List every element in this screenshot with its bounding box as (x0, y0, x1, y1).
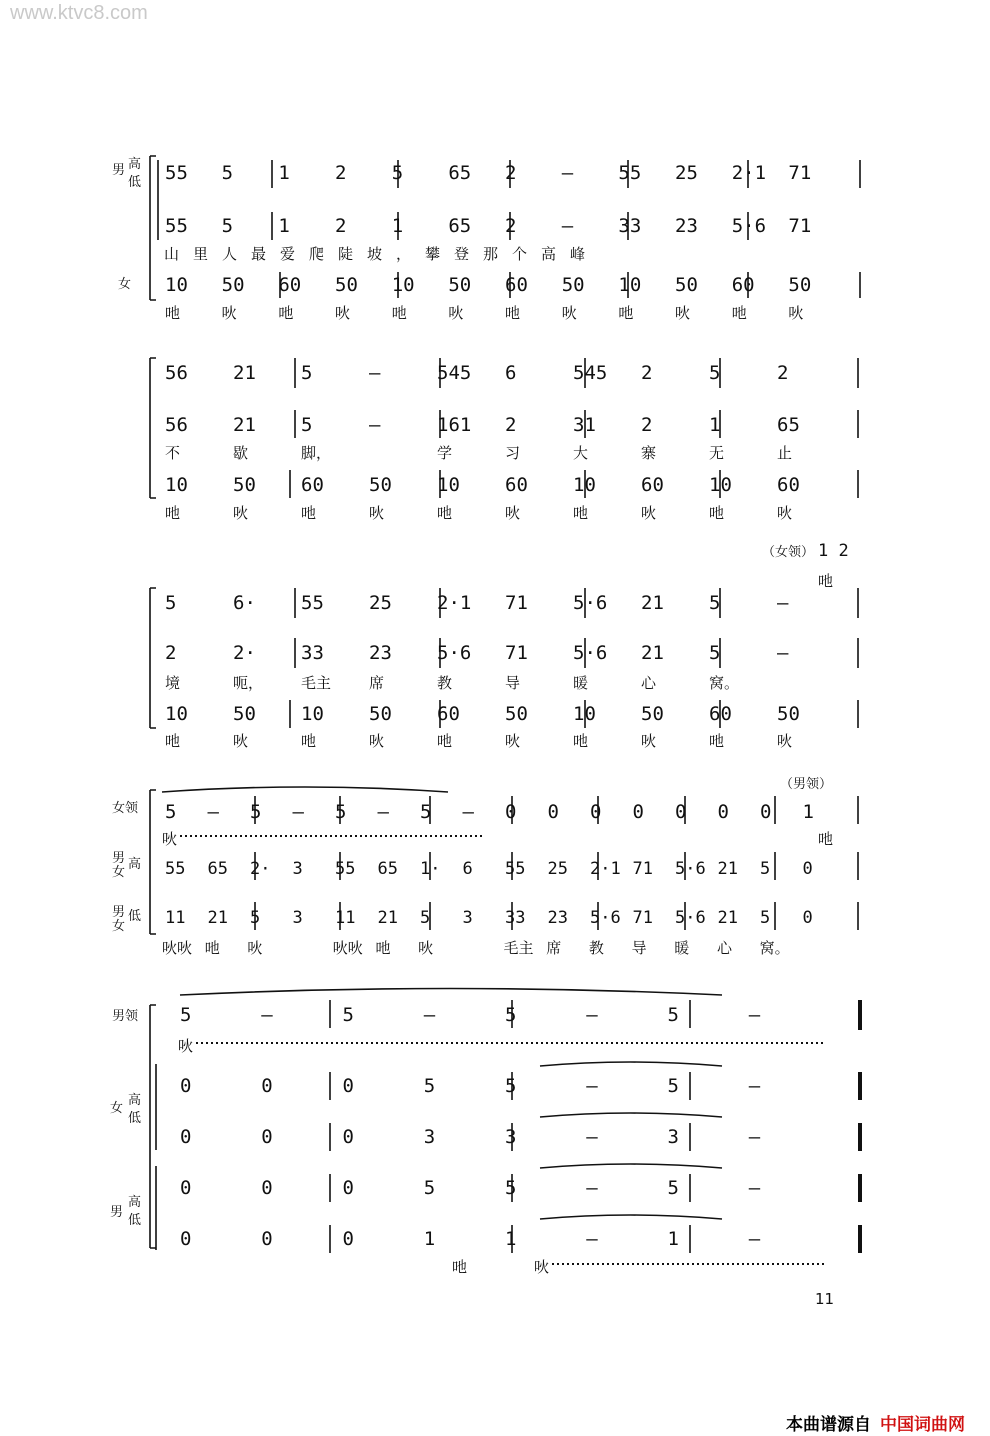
note: 0 (632, 801, 644, 823)
note: 5 (342, 1004, 354, 1026)
lyric: 吔 (301, 504, 317, 522)
note: 33 (301, 642, 324, 664)
note: 71 (788, 215, 812, 237)
note: 10 (709, 474, 732, 496)
note: 545 (437, 362, 472, 384)
note: 5 (505, 1075, 517, 1097)
note: 5 (250, 801, 262, 823)
staff-bracket (150, 156, 156, 300)
note: 5·6 (437, 642, 472, 664)
cue-lyric: 吔 (818, 572, 834, 590)
note: 10 (573, 703, 596, 725)
note: — (586, 1228, 598, 1250)
lyric: 吙 (777, 732, 793, 750)
page-number: 11 (815, 1290, 835, 1308)
note: 11 (335, 908, 356, 928)
note: 0 (717, 801, 729, 823)
note: — (586, 1126, 598, 1148)
note: 5 (667, 1004, 679, 1026)
lyric: 吙 (777, 504, 793, 522)
note: 2 (777, 362, 789, 384)
note: 1 (278, 162, 290, 184)
lyric: 心 (641, 674, 657, 692)
note: 23 (675, 215, 698, 237)
lyric: 大 (573, 444, 589, 462)
note: 21 (717, 859, 738, 879)
note: 5·6 (573, 642, 608, 664)
note: 1· (420, 859, 441, 879)
note: 65 (777, 414, 800, 436)
note: 55 (165, 215, 188, 237)
note: 2·1 (437, 592, 472, 614)
note: 3 (505, 1126, 517, 1148)
note: 0 (342, 1075, 354, 1097)
lyric-lead: 吙 (162, 830, 178, 848)
tie-arc (162, 787, 448, 792)
lyric: 寨 (641, 444, 657, 462)
voice-label-low: 低 (128, 909, 142, 924)
lyric: 止 (777, 444, 793, 462)
lyric: 吙 (369, 732, 385, 750)
note: 5·6 (573, 592, 608, 614)
note: 71 (505, 592, 528, 614)
lyric: 心 (716, 939, 732, 957)
note: 1 (802, 801, 814, 823)
note: — (561, 215, 574, 237)
note: 0 (261, 1228, 273, 1250)
cue-label-male-lead: （男领） (780, 777, 833, 792)
note: 50 (641, 703, 664, 725)
note: 5 (667, 1177, 679, 1199)
note: 0 (261, 1075, 273, 1097)
note: 6· (233, 592, 256, 614)
note: 1 (709, 414, 721, 436)
note: 25 (547, 859, 568, 879)
note: — (586, 1075, 598, 1097)
note: 50 (233, 474, 256, 496)
note: 5 (391, 162, 404, 184)
note: 0 (802, 859, 813, 879)
note: 5 (423, 1075, 436, 1097)
lyric: 吙 (641, 504, 657, 522)
note: 0 (547, 801, 559, 823)
lyric: 吙 (233, 504, 249, 522)
staff-bracket (150, 588, 156, 728)
note: 2 (641, 362, 653, 384)
note: 21 (207, 908, 228, 928)
note: 3 (423, 1126, 436, 1148)
lyric: 窝。 (709, 674, 740, 692)
voice-label-mf: 男 女 (112, 851, 126, 880)
note: 5 (423, 1177, 436, 1199)
note: 2· (250, 859, 271, 879)
note: 6 (505, 362, 517, 384)
lyric: 吙 (335, 304, 351, 322)
lyric-line: 山里人最爱爬陡坡，攀登那个高峰 (164, 245, 600, 263)
barlines (272, 160, 860, 298)
note: 60 (437, 703, 460, 725)
lyric: 吙 (505, 732, 521, 750)
lyric: 吙 (641, 732, 657, 750)
note: — (369, 414, 381, 436)
note: 60 (301, 474, 324, 496)
note: 0 (342, 1228, 354, 1250)
note: 5·6 (590, 908, 621, 928)
lyric: 吔 (505, 304, 521, 322)
note: 71 (788, 162, 812, 184)
lyric-lead-end: 吔 (818, 830, 834, 848)
note: 23 (547, 908, 568, 928)
note: 65 (448, 215, 472, 237)
lyric: 导 (505, 674, 521, 692)
note: — (777, 642, 789, 664)
note: 0 (180, 1177, 192, 1199)
tie-arc (540, 1215, 722, 1219)
note: 0 (261, 1177, 273, 1199)
note: — (369, 362, 381, 384)
lyric: 吔 (391, 304, 407, 322)
note: 21 (233, 414, 256, 436)
note: 161 (437, 414, 472, 436)
note: 50 (505, 703, 528, 725)
note: 2·1 (731, 162, 767, 184)
lyric: 吔 (618, 304, 634, 322)
note: 50 (561, 274, 585, 296)
note: 5 (180, 1004, 192, 1026)
lyric: 导 (631, 939, 647, 957)
note: 0 (180, 1228, 192, 1250)
voice-label-high: 高 (128, 1093, 142, 1108)
note: 5 (667, 1075, 679, 1097)
note: 0 (342, 1177, 354, 1199)
lyric-lead: 吙 (178, 1037, 194, 1055)
note: 10 (573, 474, 596, 496)
note: 5 (221, 162, 234, 184)
note: 21 (233, 362, 256, 384)
lyric: 暖 (674, 939, 690, 957)
note: 21 (641, 642, 664, 664)
lyric: 吙 (448, 304, 464, 322)
note: 5 (709, 642, 721, 664)
barlines (255, 796, 858, 930)
note: 10 (165, 274, 188, 296)
note: — (207, 801, 219, 823)
lyric: 席 (369, 674, 385, 692)
note: 0 (261, 1126, 273, 1148)
note: 60 (505, 474, 528, 496)
note: 5 (335, 801, 347, 823)
note: 1 (667, 1228, 679, 1250)
note: 1 (505, 1228, 517, 1250)
lyric: 吔 (165, 732, 181, 750)
tie-arc (540, 1113, 722, 1117)
lyric: 吙 (369, 504, 385, 522)
lyric: 窝。 (759, 939, 790, 957)
note: 5 (250, 908, 261, 928)
note: 6 (462, 859, 473, 879)
voice-label-male-lead: 男领 (112, 1009, 139, 1024)
lyric: 吔 (375, 939, 391, 957)
voice-label-female: 女 (110, 1101, 124, 1116)
watermark: www.ktvc8.com (10, 2, 148, 24)
note: 50 (777, 703, 800, 725)
note: 5 (165, 592, 177, 614)
note: 25 (369, 592, 392, 614)
lyric: 呃， (233, 674, 264, 692)
note: 60 (505, 274, 528, 296)
lyric: 习 (505, 444, 521, 462)
lyric: 吔 (301, 732, 317, 750)
footer-site-name: 中国词曲网 (880, 1415, 965, 1435)
lyric: 歇 (233, 444, 249, 462)
note: 5 (709, 592, 721, 614)
lyric: 吔 (278, 304, 294, 322)
note: 2 (505, 162, 517, 184)
lyric: 吔 (165, 504, 181, 522)
note: — (292, 801, 304, 823)
voice-label-mf: 男 女 (112, 905, 126, 934)
note: 0 (180, 1126, 192, 1148)
lyric: 吙 (233, 732, 249, 750)
note: 5·6 (731, 215, 767, 237)
note: 10 (301, 703, 324, 725)
note: 5 (165, 801, 177, 823)
note: 25 (675, 162, 698, 184)
note: 50 (369, 703, 392, 725)
lyric: 席 (546, 939, 562, 957)
note: 71 (632, 859, 653, 879)
note: 10 (391, 274, 415, 296)
lyric: 吙 (247, 939, 263, 957)
note: 31 (573, 414, 596, 436)
note: 2 (335, 215, 347, 237)
staff-bracket (150, 790, 156, 934)
note: 1 (391, 215, 404, 237)
lyric: 暖 (573, 674, 589, 692)
note: 55 (165, 162, 188, 184)
staff-bracket (150, 358, 156, 498)
cue-notes: 1 2 (818, 541, 849, 561)
lyric: 吔 (573, 732, 589, 750)
lyric: 境 (165, 674, 181, 692)
note: 50 (335, 274, 358, 296)
lyric: 吙 (505, 504, 521, 522)
note: 5 (301, 414, 313, 436)
lyric: 吔 (452, 1258, 468, 1276)
note: 23 (369, 642, 392, 664)
note: — (748, 1126, 761, 1148)
note: 0 (180, 1075, 192, 1097)
lyric: 吔 (437, 504, 453, 522)
note: 2 (505, 215, 517, 237)
note: 0 (675, 801, 687, 823)
note: 1 (423, 1228, 436, 1250)
note: 3 (667, 1126, 679, 1148)
note: 5 (760, 908, 771, 928)
voice-label-male: 男 (110, 1205, 124, 1220)
note: 10 (618, 274, 642, 296)
lyric: 吙 (561, 304, 577, 322)
note: 50 (233, 703, 256, 725)
footer-source-label: 本曲谱源自 (786, 1415, 871, 1435)
lyric: 毛主 (503, 939, 534, 957)
note: 0 (342, 1126, 354, 1148)
note: 55 (618, 162, 642, 184)
note: 60 (777, 474, 800, 496)
note: — (261, 1004, 273, 1026)
tie-arc (540, 1062, 722, 1066)
lyric: 吙吙 (162, 939, 193, 957)
note: 5 (221, 215, 234, 237)
note: 3 (292, 859, 303, 879)
voice-label-high: 高 (128, 857, 142, 872)
lyric: 吔 (165, 304, 181, 322)
note: — (748, 1177, 761, 1199)
lyric: 吙 (788, 304, 804, 322)
note: 55 (335, 859, 356, 879)
note: 2 (505, 414, 517, 436)
lyric: 吙吙 (332, 939, 363, 957)
lyric: 吔 (709, 732, 725, 750)
note: 50 (369, 474, 392, 496)
voice-label-male: 男 (112, 163, 126, 178)
note: 10 (165, 703, 188, 725)
note: 10 (165, 474, 188, 496)
note: 2 (335, 162, 347, 184)
lyric: 吙 (221, 304, 237, 322)
lyric: 吔 (731, 304, 747, 322)
voice-label-female-lead: 女领 (112, 801, 139, 816)
note: — (777, 592, 789, 614)
voice-label-high: 高 (128, 1195, 142, 1210)
note: 56 (165, 362, 188, 384)
note: 60 (278, 274, 302, 296)
note: 21 (717, 908, 738, 928)
note: 1 (278, 215, 290, 237)
voice-label-female: 女 (118, 277, 132, 292)
note: 5·6 (675, 908, 706, 928)
note: 65 (207, 859, 228, 879)
lyric: 学 (437, 444, 453, 462)
note: 3 (292, 908, 303, 928)
cue-label-female-lead: （女领） (762, 545, 815, 560)
note: 5 (760, 859, 771, 879)
note: 50 (788, 274, 812, 296)
note: 55 (165, 859, 186, 879)
voice-label-low: 低 (128, 175, 142, 190)
note: 2· (233, 642, 256, 664)
note: — (748, 1075, 761, 1097)
note: 56 (165, 414, 188, 436)
note: 50 (221, 274, 245, 296)
note: 50 (448, 274, 472, 296)
note: 0 (802, 908, 813, 928)
note: 55 (505, 859, 526, 879)
note: — (748, 1004, 761, 1026)
note: 60 (731, 274, 755, 296)
note: — (377, 801, 389, 823)
barlines (290, 588, 858, 728)
note: 0 (505, 801, 517, 823)
note: 71 (505, 642, 528, 664)
note: 10 (437, 474, 460, 496)
note: 5 (505, 1004, 517, 1026)
note: 3 (462, 908, 473, 928)
tie-arc (540, 1164, 722, 1168)
note: 545 (573, 362, 608, 384)
note: 5 (420, 801, 432, 823)
voice-label-low: 低 (128, 1111, 142, 1126)
lyric: 不 (165, 444, 181, 462)
lyric: 吙 (418, 939, 434, 957)
lyric: 吔 (437, 732, 453, 750)
lyric: 吙 (534, 1258, 550, 1276)
barlines (290, 358, 858, 498)
note: 11 (165, 908, 186, 928)
note: 2 (641, 414, 653, 436)
note: 5 (301, 362, 313, 384)
voice-label-low: 低 (128, 1213, 142, 1228)
lyric: 毛主 (301, 674, 332, 692)
note: 2·1 (590, 859, 621, 879)
note: — (462, 801, 474, 823)
lyric: 吔 (204, 939, 220, 957)
note: 33 (505, 908, 526, 928)
note: 60 (641, 474, 664, 496)
note: 71 (632, 908, 653, 928)
note: — (586, 1177, 598, 1199)
note: — (561, 162, 574, 184)
lyric: 吔 (573, 504, 589, 522)
note: — (586, 1004, 598, 1026)
lyric: 吙 (675, 304, 691, 322)
note: 65 (448, 162, 472, 184)
note: 21 (377, 908, 398, 928)
note: 65 (377, 859, 398, 879)
voice-label-high: 高 (128, 157, 142, 172)
note: 60 (709, 703, 732, 725)
note: — (748, 1228, 761, 1250)
note: 2 (165, 642, 177, 664)
note: 50 (675, 274, 698, 296)
lyric: 吔 (709, 504, 725, 522)
lyric: 教 (437, 674, 453, 692)
tie-arc (180, 989, 722, 996)
lyric: 无 (709, 444, 725, 462)
note: 5 (709, 362, 721, 384)
note: 21 (641, 592, 664, 614)
note: 33 (618, 215, 642, 237)
note: 5 (420, 908, 431, 928)
note: 5 (505, 1177, 517, 1199)
lyric: 脚， (301, 444, 332, 462)
note: 0 (590, 801, 602, 823)
staff-bracket (150, 1005, 156, 1248)
note: 0 (760, 801, 772, 823)
note: 5·6 (675, 859, 706, 879)
lyric: 教 (588, 939, 604, 957)
note: — (423, 1004, 436, 1026)
note: 55 (301, 592, 324, 614)
